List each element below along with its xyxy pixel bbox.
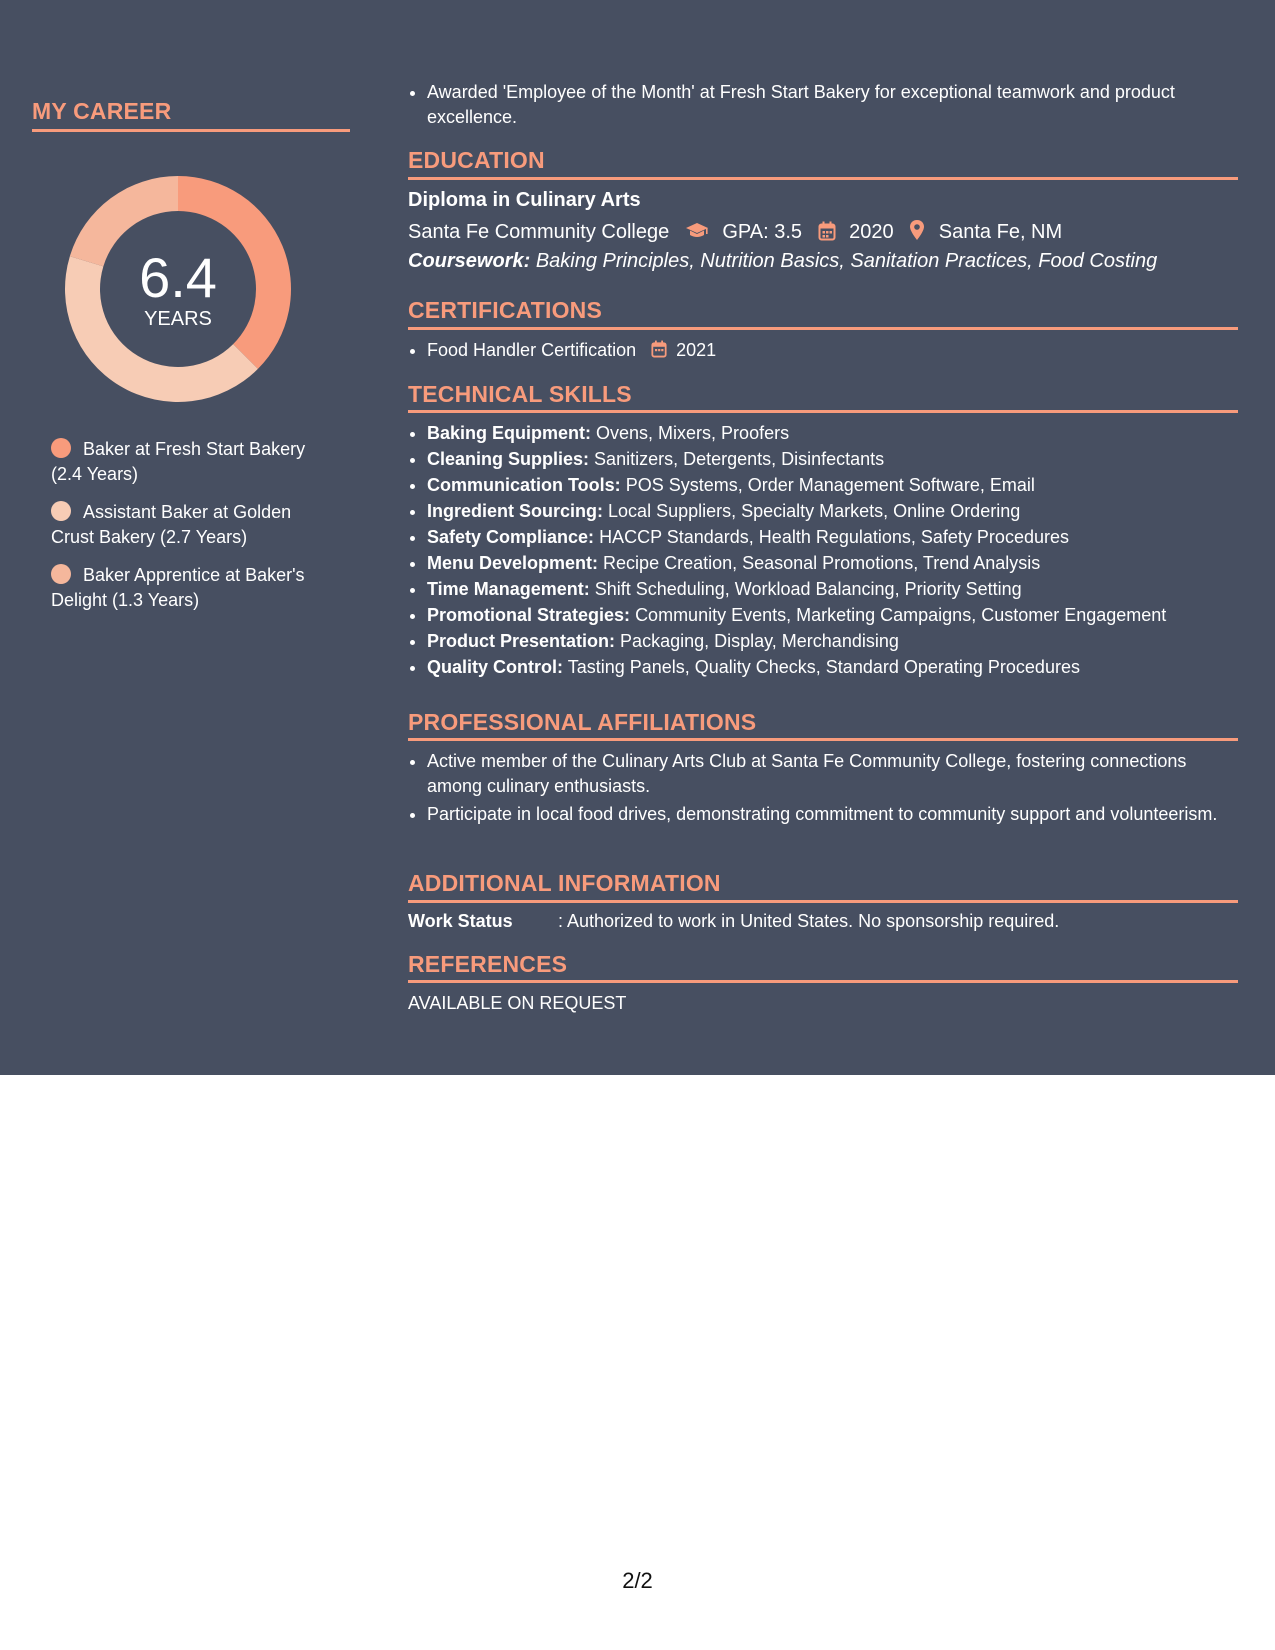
legend-dot-icon: [51, 501, 71, 521]
career-legend-item: [51, 437, 331, 487]
skill-item: [427, 499, 1238, 524]
career-title-rule: [32, 129, 350, 132]
education-section-title: EDUCATION: [408, 147, 545, 173]
skill-value: POS Systems, Order Management Software, Email: [625, 475, 1035, 495]
certifications-section-title: CERTIFICATIONS: [408, 297, 603, 323]
skill-item: [427, 551, 1238, 576]
education-year: 2020: [849, 221, 894, 243]
education-gpa: GPA: 3.5: [722, 221, 803, 243]
additional-rule: [408, 900, 1238, 903]
calendar-icon: [651, 340, 667, 358]
career-legend-label: Baker at Fresh Start Bakery (2.4 Years): [51, 439, 306, 484]
skill-value: Ovens, Mixers, Proofers: [596, 423, 790, 443]
experience-continued: [408, 80, 1238, 130]
legend-dot-icon: [51, 438, 71, 458]
skill-value: Shift Scheduling, Workload Balancing, Priority Setting: [594, 579, 1022, 599]
skill-label: Promotional Strategies:: [427, 605, 631, 625]
left-column: [0, 0, 383, 1075]
career-total-unit: YEARS: [144, 308, 212, 330]
certifications-rule: [408, 327, 1238, 330]
skill-label: Quality Control:: [427, 657, 563, 677]
skill-value: Packaging, Display, Merchandising: [620, 631, 899, 651]
skill-value: Recipe Creation, Seasonal Promotions, Trend Analysis: [603, 553, 1041, 573]
experience-bullet: • Awarded 'Employee of the Month' at Fresh Start Bakery for exceptional teamwork and product excellence.: [427, 80, 1238, 130]
education-details: [408, 219, 1238, 244]
references-text: AVAILABLE ON REQUEST: [408, 993, 627, 1013]
career-legend: [51, 437, 331, 626]
skills-section-title: TECHNICAL SKILLS: [408, 381, 632, 407]
career-total-years: 6.4: [139, 246, 217, 309]
education-location: Santa Fe, NM: [938, 221, 1063, 243]
affiliations-rule: [408, 738, 1238, 741]
graduation-cap-icon: [685, 221, 709, 241]
page-number: 2/2: [622, 1568, 653, 1593]
education-degree: Diploma in Culinary Arts: [408, 189, 641, 211]
skill-label: Time Management:: [427, 579, 590, 599]
career-legend-item: [51, 500, 331, 550]
skill-label: Cleaning Supplies:: [427, 449, 590, 469]
affiliations-section-title: PROFESSIONAL AFFILIATIONS: [408, 709, 757, 735]
skill-item: [427, 655, 1238, 680]
legend-dot-icon: [51, 564, 71, 584]
skill-item: [427, 603, 1238, 628]
skill-value: Tasting Panels, Quality Checks, Standard Operating Procedures: [567, 657, 1080, 677]
certification-item: [427, 338, 1238, 363]
skill-item: [427, 447, 1238, 472]
skill-value: Community Events, Marketing Campaigns, Customer Engagement: [635, 605, 1167, 625]
career-legend-label: Assistant Baker at Golden Crust Bakery (2.7 Years): [51, 502, 292, 547]
affiliation-item: • Active member of the Culinary Arts Club at Santa Fe Community College, fostering connections among culinary enthusiasts.: [427, 749, 1238, 799]
skill-item: [427, 473, 1238, 498]
right-column: [383, 0, 1275, 1075]
skills-rule: [408, 410, 1238, 413]
work-status-label: Work Status: [408, 911, 513, 931]
calendar-icon: [818, 221, 836, 241]
skill-item: [427, 421, 1238, 446]
skill-label: Baking Equipment:: [427, 423, 592, 443]
skill-item: [427, 577, 1238, 602]
additional-section-title: ADDITIONAL INFORMATION: [408, 870, 721, 896]
affiliations-list: [408, 749, 1238, 827]
career-donut-chart: [62, 173, 294, 405]
skill-label: Communication Tools:: [427, 475, 621, 495]
work-status-row: [408, 911, 1238, 932]
skill-item: [427, 629, 1238, 654]
skill-label: Menu Development:: [427, 553, 599, 573]
skill-value: Sanitizers, Detergents, Disinfectants: [594, 449, 885, 469]
skill-value: Local Suppliers, Specialty Markets, Online Ordering: [608, 501, 1021, 521]
career-section-title: MY CAREER: [32, 98, 172, 124]
certification-name: Food Handler Certification: [427, 340, 637, 360]
coursework-label: Coursework:: [408, 250, 531, 272]
career-legend-label: Baker Apprentice at Baker's Delight (1.3 Years): [51, 565, 305, 610]
career-legend-item: [51, 563, 331, 613]
education-coursework: [408, 250, 1238, 273]
skills-list: [408, 421, 1238, 681]
skill-label: Safety Compliance:: [427, 527, 595, 547]
skill-item: [427, 525, 1238, 550]
skill-value: HACCP Standards, Health Regulations, Safety Procedures: [599, 527, 1069, 547]
education-school: Santa Fe Community College: [408, 221, 670, 243]
skill-label: Ingredient Sourcing:: [427, 501, 604, 521]
coursework-value: Baking Principles, Nutrition Basics, Sanitation Practices, Food Costing: [535, 250, 1158, 272]
references-section-title: REFERENCES: [408, 951, 568, 977]
certification-year: 2021: [676, 340, 717, 360]
location-pin-icon: [909, 219, 925, 241]
affiliation-item: • Participate in local food drives, demonstrating commitment to community support and volunteerism.: [427, 802, 1238, 827]
education-rule: [408, 177, 1238, 180]
references-rule: [408, 980, 1238, 983]
skill-label: Product Presentation:: [427, 631, 616, 651]
certifications-list: [408, 338, 1238, 363]
work-status-value: : Authorized to work in United States. No sponsorship required.: [558, 911, 1060, 931]
